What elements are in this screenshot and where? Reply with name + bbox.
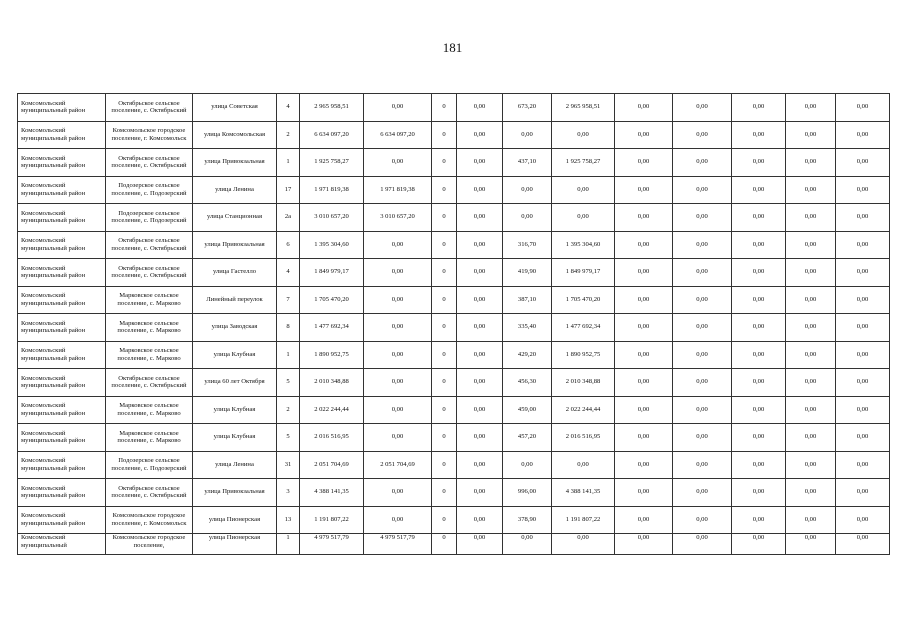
table-row — [18, 204, 890, 232]
table-cell: 0,00 — [786, 369, 836, 397]
table-cell: Октябрьское сельское поселение, с. Октябрьский — [106, 231, 193, 259]
table-cell: 1 925 758,27 — [552, 149, 615, 177]
table-cell: 0,00 — [457, 286, 503, 314]
table-cell: 0,00 — [457, 231, 503, 259]
table-cell: Комсомольский муниципальный район — [18, 121, 106, 149]
table-cell: 335,40 — [503, 314, 552, 342]
table-cell: 0,00 — [673, 341, 732, 369]
table-cell: 0 — [432, 149, 457, 177]
table-cell: 0,00 — [786, 94, 836, 122]
table-cell: 0,00 — [732, 396, 786, 424]
table-cell: 0,00 — [615, 506, 673, 534]
table-cell: 0,00 — [732, 286, 786, 314]
table-cell: 0,00 — [732, 176, 786, 204]
table-cell: 1 395 304,60 — [552, 231, 615, 259]
table-body — [18, 94, 890, 555]
table-cell: Марковское сельское поселение, с. Марково — [106, 286, 193, 314]
table-cell: 0,00 — [836, 506, 890, 534]
table-cell: 0,00 — [615, 149, 673, 177]
table-cell: 387,10 — [503, 286, 552, 314]
table-row — [18, 231, 890, 259]
table-cell: Комсомольский муниципальный район — [18, 424, 106, 452]
table-cell: Комсомольский муниципальный район — [18, 479, 106, 507]
table-cell: 0 — [432, 259, 457, 287]
table-cell: Комсомольский муниципальный район — [18, 369, 106, 397]
table-cell: 0,00 — [786, 424, 836, 452]
table-cell: 0,00 — [503, 451, 552, 479]
table-cell: 0,00 — [457, 121, 503, 149]
table-cell: 0,00 — [364, 396, 432, 424]
table-cell: 0,00 — [615, 94, 673, 122]
table-cell: 0,00 — [673, 176, 732, 204]
table-cell: 0,00 — [732, 341, 786, 369]
table-cell: 0,00 — [364, 286, 432, 314]
table-cell: 0 — [432, 396, 457, 424]
table-row — [18, 94, 890, 122]
table-row — [18, 506, 890, 534]
table-cell: улица Привокзальная — [193, 149, 277, 177]
table-cell: улица Комсомольская — [193, 121, 277, 149]
table-cell: 0,00 — [457, 94, 503, 122]
table-cell: 2а — [277, 204, 300, 232]
table-cell: 2 051 704,69 — [300, 451, 364, 479]
table-cell: 3 — [277, 479, 300, 507]
table-cell: улица Клубная — [193, 341, 277, 369]
table-cell: 2 010 348,88 — [552, 369, 615, 397]
table-cell: 0,00 — [457, 424, 503, 452]
table-cell: 0,00 — [786, 451, 836, 479]
table-cell: 4 — [277, 259, 300, 287]
table-cell: 0,00 — [552, 176, 615, 204]
table-cell: Комсомольский муниципальный — [18, 534, 106, 555]
table-cell: улица Ленина — [193, 451, 277, 479]
table-cell: 0,00 — [552, 121, 615, 149]
table-cell: 0,00 — [457, 479, 503, 507]
table-cell: 0,00 — [836, 451, 890, 479]
table-cell: 0,00 — [457, 341, 503, 369]
table-cell: 1 395 304,60 — [300, 231, 364, 259]
table-cell: 316,70 — [503, 231, 552, 259]
table-cell: 0,00 — [615, 176, 673, 204]
table-cell: 0,00 — [673, 204, 732, 232]
table-cell: 8 — [277, 314, 300, 342]
table-row — [18, 314, 890, 342]
table-cell: 459,00 — [503, 396, 552, 424]
table-cell: 0,00 — [457, 204, 503, 232]
table-cell: Комсомольский муниципальный район — [18, 451, 106, 479]
table-cell: 419,90 — [503, 259, 552, 287]
table-cell: 0,00 — [732, 231, 786, 259]
table-cell: 2 — [277, 121, 300, 149]
table-cell: 0,00 — [673, 121, 732, 149]
table-cell: 0,00 — [786, 259, 836, 287]
table-cell: 2 016 516,95 — [552, 424, 615, 452]
table-cell: 0 — [432, 231, 457, 259]
table-cell: 673,20 — [503, 94, 552, 122]
table-cell: 1 — [277, 534, 300, 555]
table-cell: 0,00 — [786, 479, 836, 507]
table-cell: 5 — [277, 424, 300, 452]
table-cell: 0,00 — [732, 94, 786, 122]
table-cell: 1 477 692,34 — [552, 314, 615, 342]
table-cell: 0,00 — [615, 231, 673, 259]
table-cell: 7 — [277, 286, 300, 314]
table-cell: Комсомольский муниципальный район — [18, 94, 106, 122]
table-row — [18, 369, 890, 397]
table-row — [18, 259, 890, 287]
table-cell: Комсомольский муниципальный район — [18, 396, 106, 424]
table-row — [18, 534, 890, 555]
table-cell: 2 016 516,95 — [300, 424, 364, 452]
table-cell: 0,00 — [836, 369, 890, 397]
table-cell: Комсомольское городское поселение, — [106, 534, 193, 555]
table-cell: 0,00 — [364, 94, 432, 122]
table-row — [18, 341, 890, 369]
table-cell: 0,00 — [836, 259, 890, 287]
table-row — [18, 121, 890, 149]
table-cell: улица Клубная — [193, 424, 277, 452]
table-cell: Комсомольский муниципальный район — [18, 286, 106, 314]
table-cell: 0,00 — [673, 94, 732, 122]
table-cell: 0,00 — [615, 204, 673, 232]
table-cell: Комсомольский муниципальный район — [18, 149, 106, 177]
table-cell: 0,00 — [364, 424, 432, 452]
table-cell: 2 022 244,44 — [300, 396, 364, 424]
table-cell: 0,00 — [836, 121, 890, 149]
table-cell: 0,00 — [732, 369, 786, 397]
table-cell: 0,00 — [836, 534, 890, 555]
table-cell: 0,00 — [836, 176, 890, 204]
table-cell: 0,00 — [673, 314, 732, 342]
table-cell: 0,00 — [615, 314, 673, 342]
table-cell: 0 — [432, 451, 457, 479]
table-cell: 0,00 — [673, 149, 732, 177]
table-cell: 0 — [432, 204, 457, 232]
table-cell: 1 191 807,22 — [552, 506, 615, 534]
table-cell: 0,00 — [673, 286, 732, 314]
table-cell: Комсомольский муниципальный район — [18, 341, 106, 369]
table-cell: 0 — [432, 506, 457, 534]
table-cell: 457,20 — [503, 424, 552, 452]
table-cell: 0 — [432, 286, 457, 314]
table-cell: 1 705 470,20 — [552, 286, 615, 314]
table-cell: 2 022 244,44 — [552, 396, 615, 424]
table-cell: 0,00 — [786, 341, 836, 369]
table-cell: 0 — [432, 176, 457, 204]
table-cell: 2 051 704,69 — [364, 451, 432, 479]
table-cell: 0,00 — [364, 341, 432, 369]
table-cell: 0,00 — [836, 396, 890, 424]
table-cell: 0 — [432, 534, 457, 555]
table-cell: 2 — [277, 396, 300, 424]
table-cell: 1 705 470,20 — [300, 286, 364, 314]
table-cell: 0,00 — [673, 424, 732, 452]
table-cell: 0,00 — [732, 534, 786, 555]
table-cell: Комсомольский муниципальный район — [18, 231, 106, 259]
table-cell: 4 979 517,79 — [300, 534, 364, 555]
table-row — [18, 286, 890, 314]
table-cell: Комсомольский муниципальный район — [18, 314, 106, 342]
table-cell: 1 191 807,22 — [300, 506, 364, 534]
table-cell: Комсомольский муниципальный район — [18, 259, 106, 287]
table-cell: 0,00 — [836, 149, 890, 177]
table-cell: улица Советская — [193, 94, 277, 122]
table-cell: 1 971 819,38 — [364, 176, 432, 204]
table-cell: 3 010 657,20 — [300, 204, 364, 232]
table-row — [18, 479, 890, 507]
table-cell: 2 965 958,51 — [552, 94, 615, 122]
table-cell: улица Ленина — [193, 176, 277, 204]
table-cell: 0 — [432, 424, 457, 452]
table-cell: 0,00 — [364, 369, 432, 397]
table-cell: 1 849 979,17 — [552, 259, 615, 287]
table-cell: 0,00 — [786, 314, 836, 342]
table-cell: Марковское сельское поселение, с. Марково — [106, 424, 193, 452]
page-number: 181 — [442, 40, 463, 55]
table-cell: 6 — [277, 231, 300, 259]
table-cell: Линейный переулок — [193, 286, 277, 314]
table-row — [18, 451, 890, 479]
table-cell: 437,10 — [503, 149, 552, 177]
table-cell: 6 634 097,20 — [364, 121, 432, 149]
table-cell: улица Привокзальная — [193, 479, 277, 507]
table-cell: 0,00 — [673, 231, 732, 259]
table-cell: улица Заводская — [193, 314, 277, 342]
table-cell: 0,00 — [673, 451, 732, 479]
table-cell: 0,00 — [503, 176, 552, 204]
table-cell: 1 — [277, 341, 300, 369]
table-cell: 0,00 — [836, 341, 890, 369]
table-cell: 0,00 — [786, 396, 836, 424]
table-cell: 0,00 — [457, 314, 503, 342]
table-cell: улица Привокзальная — [193, 231, 277, 259]
table-row — [18, 424, 890, 452]
table-cell: 0,00 — [364, 259, 432, 287]
table-cell: 0,00 — [552, 451, 615, 479]
table-cell: 1 849 979,17 — [300, 259, 364, 287]
table-cell: 0,00 — [836, 479, 890, 507]
table-cell: 0,00 — [552, 534, 615, 555]
table-cell: 0,00 — [364, 479, 432, 507]
table-cell: 3 010 657,20 — [364, 204, 432, 232]
table-cell: 0,00 — [457, 396, 503, 424]
table-cell: 0,00 — [732, 506, 786, 534]
table-cell: 0,00 — [732, 424, 786, 452]
table-cell: 0,00 — [615, 396, 673, 424]
table-cell: 0,00 — [457, 451, 503, 479]
table-cell: Комсомольский муниципальный район — [18, 204, 106, 232]
table-cell: 0,00 — [457, 506, 503, 534]
table-row — [18, 149, 890, 177]
table-cell: 0 — [432, 369, 457, 397]
table-cell: Октябрьское сельское поселение, с. Октябрьский — [106, 149, 193, 177]
table-cell: 0,00 — [457, 534, 503, 555]
table-row — [18, 176, 890, 204]
table-cell: 429,20 — [503, 341, 552, 369]
table-cell: 0,00 — [673, 479, 732, 507]
table-cell: 0 — [432, 341, 457, 369]
table-cell: 0,00 — [836, 424, 890, 452]
table-cell: 0,00 — [836, 204, 890, 232]
table-cell: 0 — [432, 121, 457, 149]
table-cell: Подозерское сельское поселение, с. Подозерский — [106, 451, 193, 479]
table-cell: 0,00 — [673, 506, 732, 534]
table-cell: 0,00 — [732, 314, 786, 342]
table-cell: 0,00 — [786, 231, 836, 259]
table-cell: Октябрьское сельское поселение, с. Октябрьский — [106, 259, 193, 287]
table-cell: 0,00 — [364, 149, 432, 177]
table-cell: 456,30 — [503, 369, 552, 397]
table-cell: 31 — [277, 451, 300, 479]
table-cell: 0,00 — [732, 149, 786, 177]
table-cell: 0,00 — [615, 121, 673, 149]
table-cell: 2 010 348,88 — [300, 369, 364, 397]
table-cell: 5 — [277, 369, 300, 397]
table-cell: 0,00 — [786, 149, 836, 177]
table-cell: 0,00 — [615, 479, 673, 507]
table-cell: 0,00 — [615, 451, 673, 479]
table-cell: 0,00 — [457, 149, 503, 177]
table-cell: 4 388 141,35 — [300, 479, 364, 507]
table-cell: Октябрьское сельское поселение, с. Октябрьский — [106, 94, 193, 122]
table-cell: 1 — [277, 149, 300, 177]
table-cell: 0,00 — [615, 341, 673, 369]
table-cell: улица Станционная — [193, 204, 277, 232]
table-cell: 2 965 958,51 — [300, 94, 364, 122]
table-cell: 0,00 — [364, 506, 432, 534]
table-cell: Марковское сельское поселение, с. Марково — [106, 396, 193, 424]
table-cell: 0,00 — [836, 286, 890, 314]
table-cell: Октябрьское сельское поселение, с. Октябрьский — [106, 369, 193, 397]
table-cell: 17 — [277, 176, 300, 204]
table-cell: 0,00 — [457, 259, 503, 287]
table-cell: 0,00 — [673, 396, 732, 424]
table-cell: 0,00 — [615, 534, 673, 555]
table-cell: Комсомольский муниципальный район — [18, 506, 106, 534]
table-cell: 0,00 — [673, 259, 732, 287]
table-cell: 0,00 — [552, 204, 615, 232]
table-cell: 0,00 — [836, 94, 890, 122]
table-cell: 0,00 — [615, 286, 673, 314]
table-cell: 0,00 — [364, 231, 432, 259]
table-cell: 0 — [432, 479, 457, 507]
table-row — [18, 396, 890, 424]
table-cell: улица Гастелло — [193, 259, 277, 287]
table-cell: 0,00 — [457, 176, 503, 204]
table-cell: 0,00 — [786, 176, 836, 204]
table-cell: 0,00 — [503, 534, 552, 555]
table-cell: Комсомольское городское поселение, г. Комсомольск — [106, 121, 193, 149]
table-cell: 1 971 819,38 — [300, 176, 364, 204]
table-cell: 1 477 692,34 — [300, 314, 364, 342]
table-cell: 4 979 517,79 — [364, 534, 432, 555]
table-cell: Октябрьское сельское поселение, с. Октябрьский — [106, 479, 193, 507]
table-cell: 0,00 — [786, 506, 836, 534]
table-cell: 0,00 — [615, 259, 673, 287]
table-cell: улица 60 лет Октября — [193, 369, 277, 397]
table-cell: 13 — [277, 506, 300, 534]
table-cell: 0,00 — [457, 369, 503, 397]
table-cell: 0,00 — [786, 204, 836, 232]
table-cell: 0,00 — [615, 369, 673, 397]
table-cell: 0,00 — [786, 534, 836, 555]
table-cell: Комсомольское городское поселение, г. Комсомольск — [106, 506, 193, 534]
table-cell: Комсомольский муниципальный район — [18, 176, 106, 204]
table-cell: улица Пионерская — [193, 506, 277, 534]
table-cell: 0 — [432, 314, 457, 342]
table-cell: Подозерское сельское поселение, с. Подозерский — [106, 204, 193, 232]
table-cell: 0,00 — [732, 204, 786, 232]
table-cell: 996,00 — [503, 479, 552, 507]
table-cell: 1 890 952,75 — [300, 341, 364, 369]
table-cell: 6 634 097,20 — [300, 121, 364, 149]
table-cell: 0,00 — [786, 121, 836, 149]
table-cell: 4 388 141,35 — [552, 479, 615, 507]
table-cell: 0,00 — [732, 121, 786, 149]
table-cell: 0,00 — [732, 259, 786, 287]
table-cell: 0,00 — [732, 451, 786, 479]
table-cell: улица Пионерская — [193, 534, 277, 555]
table-cell: улица Клубная — [193, 396, 277, 424]
table-cell: 0 — [432, 94, 457, 122]
table-cell: 0,00 — [732, 479, 786, 507]
data-table — [17, 93, 890, 555]
table-cell: 378,90 — [503, 506, 552, 534]
table-cell: Марковское сельское поселение, с. Марково — [106, 341, 193, 369]
table-cell: 0,00 — [503, 121, 552, 149]
table-cell: Подозерское сельское поселение, с. Подозерский — [106, 176, 193, 204]
table-cell: 0,00 — [503, 204, 552, 232]
table-cell: 0,00 — [836, 314, 890, 342]
table-cell: 0,00 — [673, 534, 732, 555]
table-cell: 1 925 758,27 — [300, 149, 364, 177]
table-cell: 0,00 — [786, 286, 836, 314]
table-cell: Марковское сельское поселение, с. Марково — [106, 314, 193, 342]
table-cell: 0,00 — [836, 231, 890, 259]
table-cell: 0,00 — [364, 314, 432, 342]
table-cell: 0,00 — [615, 424, 673, 452]
table-cell: 1 890 952,75 — [552, 341, 615, 369]
table-cell: 4 — [277, 94, 300, 122]
table-cell: 0,00 — [673, 369, 732, 397]
